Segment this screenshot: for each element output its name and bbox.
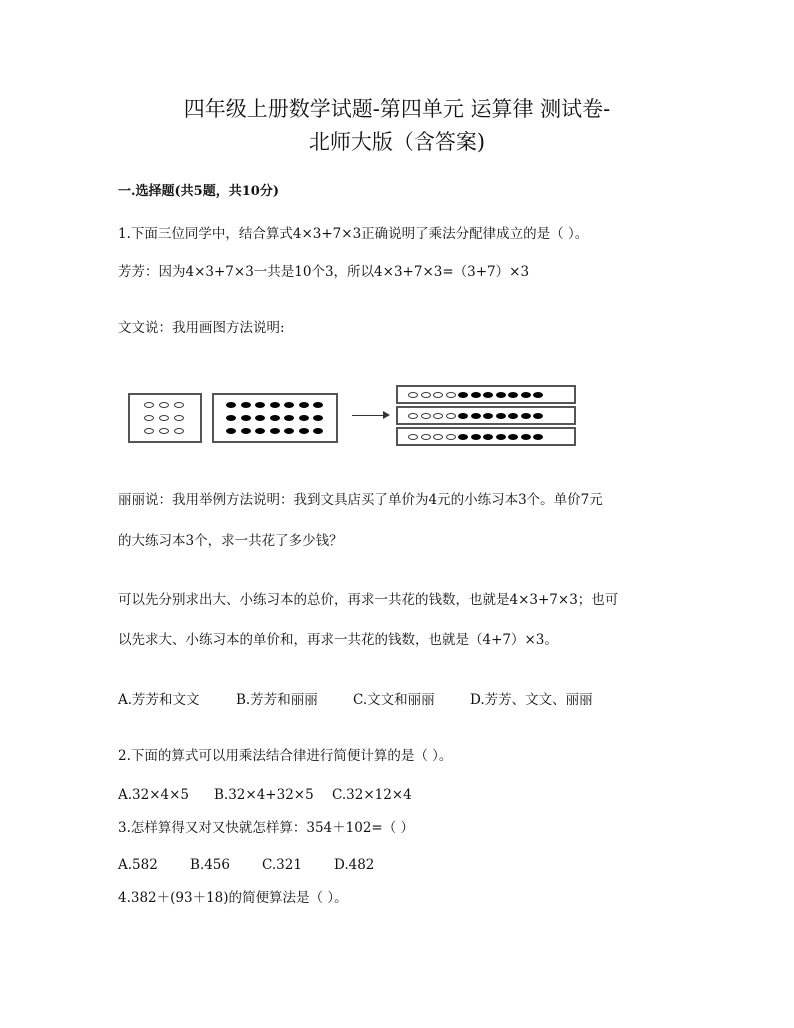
hollow-dot xyxy=(433,434,443,440)
hollow-dot xyxy=(408,392,418,398)
filled-dot xyxy=(496,413,506,419)
filled-dot xyxy=(299,402,309,408)
hollow-dot xyxy=(174,428,184,434)
filled-dot xyxy=(241,402,251,408)
filled-dot xyxy=(533,392,543,398)
filled-dot xyxy=(270,415,280,421)
hollow-dot xyxy=(144,428,154,434)
filled-dot xyxy=(270,428,280,434)
q2-stem: 2.下面的算式可以用乘法结合律进行简便计算的是（ ）。 xyxy=(118,748,453,764)
filled-dot xyxy=(508,434,518,440)
filled-dot xyxy=(299,428,309,434)
filled-dot xyxy=(483,413,493,419)
filled-dot xyxy=(284,415,294,421)
figure-middle-box xyxy=(212,393,338,443)
q1-fangfang: 芳芳：因为4×3+7×3一共是10个3，所以4×3+7×3=（3+7）×3 xyxy=(118,264,530,280)
hollow-dot xyxy=(144,415,154,421)
filled-dot xyxy=(226,428,236,434)
q1-explain-line2: 以先求大、小练习本的单价和，再求一共花的钱数，也就是（4+7）×3。 xyxy=(118,632,558,648)
filled-dot xyxy=(241,428,251,434)
hollow-dot xyxy=(446,392,456,398)
doc-title-line1: 四年级上册数学试题-第四单元 运算律 测试卷- xyxy=(183,97,611,121)
filled-dot xyxy=(313,428,323,434)
doc-title-line2: 北师大版（含答案) xyxy=(308,130,486,154)
filled-dot xyxy=(496,392,506,398)
hollow-dot xyxy=(421,413,431,419)
q1-lili-line2: 的大练习本3个，求一共花了多少钱？ xyxy=(118,533,343,549)
q1-wenwen: 文文说：我用画图方法说明: xyxy=(118,320,285,336)
hollow-dot xyxy=(159,415,169,421)
q1-option-c[interactable]: C.文文和丽丽 xyxy=(353,692,435,708)
filled-dot xyxy=(471,434,481,440)
hollow-dot xyxy=(446,413,456,419)
q1-explain-line1: 可以先分别求出大、小练习本的总价，再求一共花的钱数，也就是4×3+7×3；也可 xyxy=(118,592,619,608)
filled-dot xyxy=(255,428,265,434)
q3-option-a[interactable]: A.582 xyxy=(118,857,158,873)
q1-stem: 1.下面三位同学中，结合算式4×3+7×3正确说明了乘法分配律成立的是（ ）。 xyxy=(118,226,589,242)
q1-option-b[interactable]: B.芳芳和丽丽 xyxy=(236,692,318,708)
q2-options xyxy=(118,785,412,805)
q3-options xyxy=(118,855,374,875)
hollow-dot xyxy=(433,413,443,419)
figure-arrow-icon xyxy=(352,415,388,416)
filled-dot xyxy=(521,413,531,419)
q3-option-c[interactable]: C.321 xyxy=(262,857,302,873)
q2-option-b[interactable]: B.32×4+32×5 xyxy=(214,787,314,803)
filled-dot xyxy=(241,415,251,421)
filled-dot xyxy=(533,413,543,419)
filled-dot xyxy=(496,434,506,440)
filled-dot xyxy=(458,434,468,440)
hollow-dot xyxy=(421,434,431,440)
hollow-dot xyxy=(174,402,184,408)
q4-stem: 4.382＋(93＋18)的简便算法是（ ）。 xyxy=(118,890,348,906)
filled-dot xyxy=(313,415,323,421)
q2-option-a[interactable]: A.32×4×5 xyxy=(118,787,190,803)
q3-stem: 3.怎样算得又对又快就怎样算：354＋102=（ ） xyxy=(118,820,415,836)
filled-dot xyxy=(270,402,280,408)
filled-dot xyxy=(226,415,236,421)
figure-right-row xyxy=(396,427,576,446)
q1-option-a[interactable]: A.芳芳和文文 xyxy=(118,692,200,708)
hollow-dot xyxy=(446,434,456,440)
hollow-dot xyxy=(174,415,184,421)
hollow-dot xyxy=(408,434,418,440)
filled-dot xyxy=(471,413,481,419)
filled-dot xyxy=(299,415,309,421)
hollow-dot xyxy=(144,402,154,408)
filled-dot xyxy=(508,392,518,398)
filled-dot xyxy=(458,392,468,398)
q1-option-d[interactable]: D.芳芳、文文、丽丽 xyxy=(470,692,593,708)
filled-dot xyxy=(226,402,236,408)
section-heading: 一.选择题(共5题，共10分) xyxy=(118,184,279,199)
filled-dot xyxy=(255,415,265,421)
hollow-dot xyxy=(433,392,443,398)
q3-option-d[interactable]: D.482 xyxy=(334,857,375,873)
filled-dot xyxy=(284,428,294,434)
figure-left-box xyxy=(128,393,202,443)
hollow-dot xyxy=(421,392,431,398)
filled-dot xyxy=(521,392,531,398)
filled-dot xyxy=(521,434,531,440)
filled-dot xyxy=(458,413,468,419)
hollow-dot xyxy=(159,402,169,408)
q3-option-b[interactable]: B.456 xyxy=(190,857,230,873)
hollow-dot xyxy=(159,428,169,434)
q1-figure xyxy=(128,385,588,447)
figure-right-row xyxy=(396,406,576,425)
filled-dot xyxy=(533,434,543,440)
q1-options xyxy=(118,690,593,710)
filled-dot xyxy=(508,413,518,419)
figure-right-row xyxy=(396,385,576,404)
q1-lili-line1: 丽丽说：我用举例方法说明：我到文具店买了单价为4元的小练习本3个。单价7元 xyxy=(118,492,603,508)
filled-dot xyxy=(284,402,294,408)
q2-option-c[interactable]: C.32×12×4 xyxy=(332,787,412,803)
hollow-dot xyxy=(408,413,418,419)
filled-dot xyxy=(313,402,323,408)
figure-right-group xyxy=(396,385,576,447)
filled-dot xyxy=(483,392,493,398)
filled-dot xyxy=(471,392,481,398)
filled-dot xyxy=(483,434,493,440)
filled-dot xyxy=(255,402,265,408)
